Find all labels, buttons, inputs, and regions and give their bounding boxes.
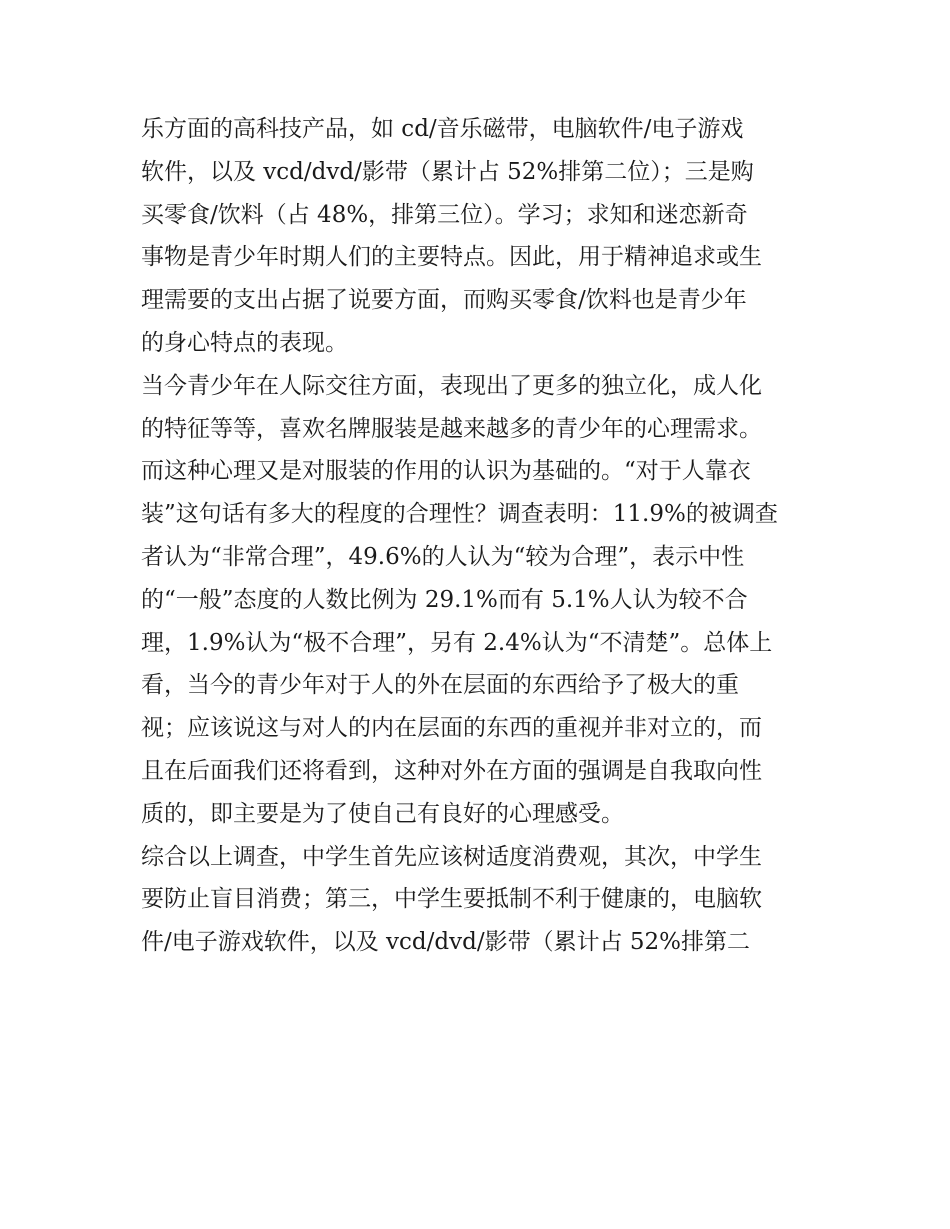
- text-line: 件/电子游戏软件，以及 vcd/dvd/影带（累计占 52%排第二: [141, 929, 751, 956]
- text-line: 理需要的支出占据了说要方面，而购买零食/饮料也是青少年: [141, 287, 747, 314]
- text-line: 乐方面的高科技产品，如 cd/音乐磁带，电脑软件/电子游戏: [141, 116, 744, 142]
- text-line: 事物是青少年时期人们的主要特点。因此，用于精神追求或生: [141, 244, 762, 271]
- text-line: 要防止盲目消费；第三，中学生要抵制不利于健康的，电脑软: [141, 886, 762, 913]
- text-line: 的特征等等，喜欢名牌服装是越来越多的青少年的心理需求。: [141, 415, 762, 442]
- text-line: 看，当今的青少年对于人的外在层面的东西给予了极大的重: [141, 672, 739, 699]
- text-line: 装”这句话有多大的程度的合理性？调查表明：11.9%的被调查: [141, 501, 778, 528]
- text-line: 理，1.9%认为“极不合理”，另有 2.4%认为“不清楚”。总体上: [141, 629, 773, 656]
- text-line: 当今青少年在人际交往方面，表现出了更多的独立化，成人化: [141, 372, 762, 399]
- text-line: 而这种心理又是对服装的作用的认识为基础的。“对于人靠衣: [141, 458, 751, 485]
- text-line: 质的，即主要是为了使自己有良好的心理感受。: [141, 800, 624, 827]
- text-line: 的身心特点的表现。: [141, 329, 348, 356]
- text-line: 买零食/饮料（占 48%，排第三位）。学习；求知和迷恋新奇: [141, 201, 748, 228]
- body-text: [141, 108, 821, 964]
- text-line: 者认为“非常合理”，49.6%的人认为“较为合理”，表示中性: [141, 543, 745, 570]
- text-line: 综合以上调查，中学生首先应该树适度消费观，其次，中学生: [141, 843, 762, 870]
- text-line: 的“一般”态度的人数比例为 29.1%而有 5.1%人认为较不合: [141, 586, 748, 613]
- text-line: 视；应该说这与对人的内在层面的东西的重视并非对立的，而: [141, 715, 762, 742]
- text-line: 且在后面我们还将看到，这种对外在方面的强调是自我取向性: [141, 757, 762, 784]
- text-line: 软件，以及 vcd/dvd/影带（累计占 52%排第二位）；三是购: [141, 158, 754, 185]
